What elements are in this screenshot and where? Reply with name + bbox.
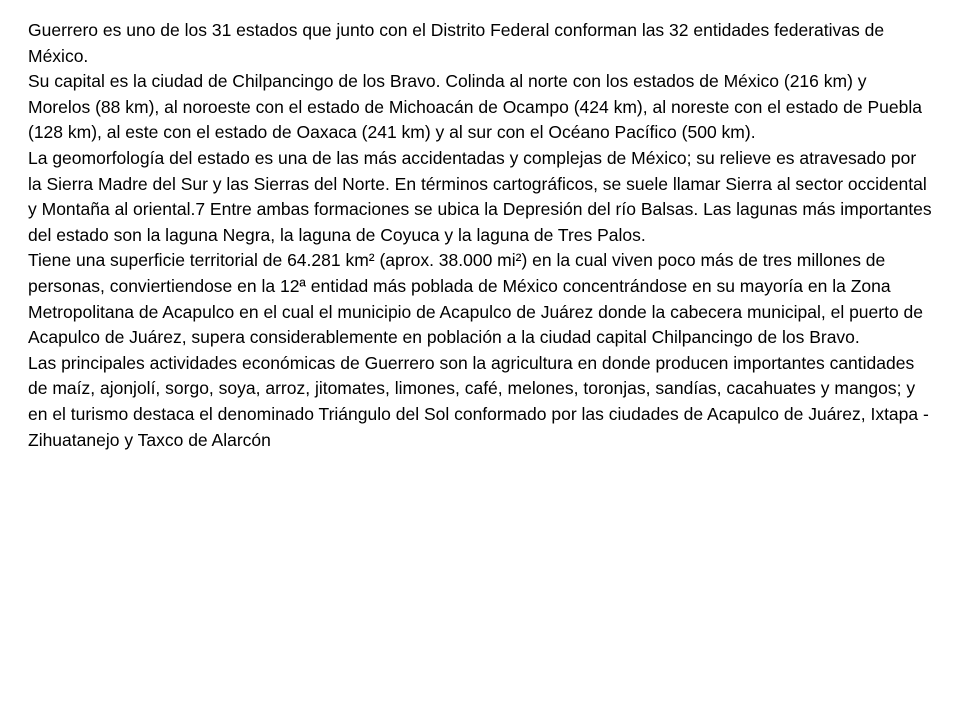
- paragraph-economy: Las principales actividades económicas de Guerrero son la agricultura en donde producen importantes cantidades de maíz, ajonjolí, sorgo, soya, arroz, jitomates, limones, café, melones, toronjas, sandías, cacahuates y mangos; y en el turismo destaca el denominado Triángulo del Sol conformado por las ciudades de Acapulco de Juárez, Ixtapa - Zihuatanejo y Taxco de Alarcón: [28, 352, 929, 450]
- paragraph-intro: Guerrero es uno de los 31 estados que junto con el Distrito Federal conforman las 32 entidades federativas de México.: [28, 20, 885, 66]
- paragraph-geomorphology: La geomorfología del estado es una de las más accidentadas y complejas de México; su relieve es atravesado por la Sierra Madre del Sur y las Sierras del Norte. En términos cartográficos, se suele llamar Sierra al sector occidental y Montaña al oriental.7 Entre ambas formaciones se ubica la Depresión del río Balsas. Las lagunas más importantes del estado son la laguna Negra, la laguna de Coyuca y la laguna de Tres Palos.: [28, 147, 932, 245]
- text-body: [28, 18, 933, 453]
- paragraph-capital-borders: Su capital es la ciudad de Chilpancingo de los Bravo. Colinda al norte con los estados de México (216 km) y Morelos (88 km), al noroeste con el estado de Michoacán de Ocampo (424 km), al noreste con el estado de Puebla (128 km), al este con el estado de Oaxaca (241 km) y al sur con el Océano Pacífico (500 km).: [28, 71, 922, 143]
- paragraph-population: Tiene una superficie territorial de 64.281 km² (aprox. 38.000 mi²) en la cual viven poco más de tres millones de personas, conviertiendose en la 12ª entidad más poblada de México concentrándose en su mayoría en la Zona Metropolitana de Acapulco en el cual el municipio de Acapulco de Juárez donde la cabecera municipal, el puerto de Acapulco de Juárez, supera considerablemente en población a la ciudad capital Chilpancingo de los Bravo.: [28, 250, 924, 348]
